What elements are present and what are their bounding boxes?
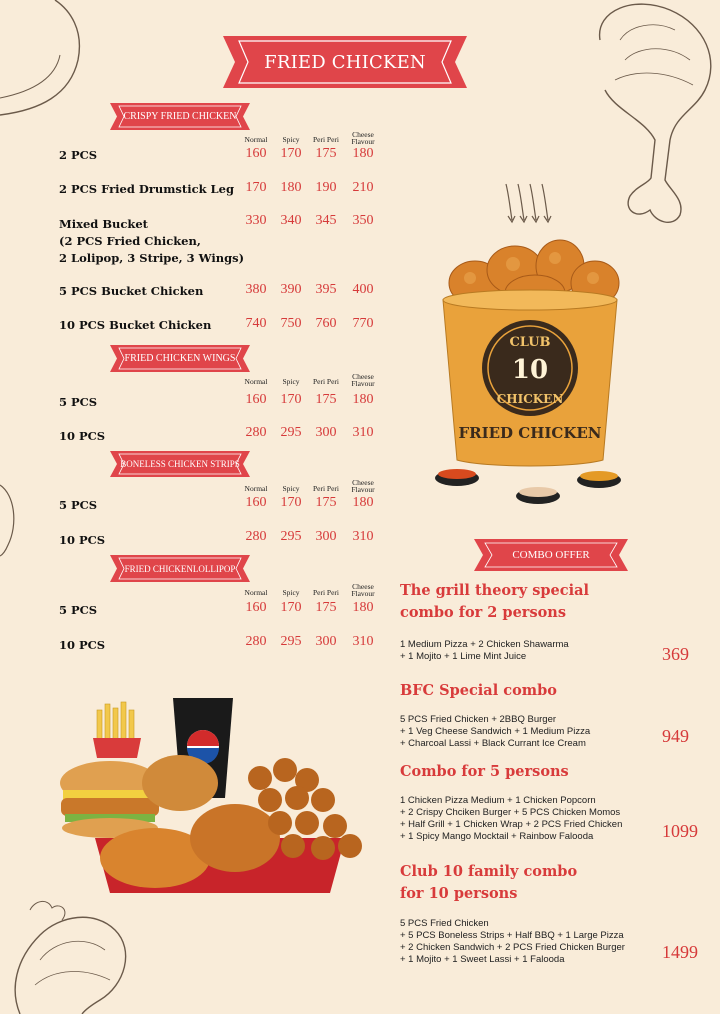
item-name: Mixed Bucket	[59, 217, 148, 231]
price-cheese: 310	[352, 529, 374, 544]
price-spicy: 390	[280, 282, 302, 297]
column-peri-peri: Peri Peri	[312, 377, 340, 386]
section-banner-wings	[110, 345, 250, 372]
price-cheese: 180	[352, 600, 374, 615]
price-peri-peri: 300	[315, 634, 337, 649]
item-name: 10 PCS Bucket Chicken	[59, 318, 212, 332]
item-name: 10 PCS	[59, 638, 106, 652]
combo-description: 1 Medium Pizza + 2 Chicken Shawarma	[400, 639, 569, 650]
price-cheese: 350	[352, 213, 374, 228]
price-normal: 170	[245, 180, 267, 195]
price-spicy: 295	[280, 529, 302, 544]
column-spicy: Spicy	[282, 484, 300, 493]
price-spicy: 340	[280, 213, 302, 228]
item-name: 2 PCS Fried Drumstick Leg	[59, 182, 234, 196]
price-peri-peri: 175	[315, 600, 337, 615]
item-name: 2 PCS	[59, 148, 98, 162]
column-normal: Normal	[244, 588, 268, 597]
item-name: 5 PCS	[59, 395, 98, 409]
combo-description: + 1 Spicy Mango Mocktail + Rainbow Falooda	[400, 831, 594, 842]
combo-description: + 1 Mojito + 1 Lime Mint Juice	[400, 651, 527, 662]
combo-price: 1099	[662, 821, 698, 841]
combo-description: + 2 Crispy Chciken Burger + 5 PCS Chicken Momos	[400, 807, 621, 818]
price-peri-peri: 190	[315, 180, 337, 195]
item-name: 5 PCS Bucket Chicken	[59, 284, 204, 298]
section-heading: FRIED CHICKENLOLLIPOP	[124, 563, 236, 574]
price-normal: 160	[245, 495, 267, 510]
price-normal: 280	[245, 634, 267, 649]
combo-price: 369	[662, 644, 689, 664]
price-normal: 740	[245, 316, 267, 331]
combo-title-line2: for 10 persons	[400, 885, 518, 902]
price-cheese: 180	[352, 495, 374, 510]
bucket-label: FRIED CHICKEN	[458, 424, 602, 442]
item-name: 5 PCS	[59, 603, 98, 617]
bucket-logo-bottom: CHICKEN	[496, 392, 564, 406]
price-spicy: 170	[280, 392, 302, 407]
item-name: 10 PCS	[59, 429, 106, 443]
column-spicy: Spicy	[282, 377, 300, 386]
section-heading: FRIED CHICKEN WINGS	[124, 353, 236, 364]
price-normal: 160	[245, 146, 267, 161]
column-normal: Normal	[244, 377, 268, 386]
price-spicy: 170	[280, 495, 302, 510]
chicken-drumstick-sketch-top-right	[575, 0, 720, 230]
price-cheese: 310	[352, 425, 374, 440]
section-banner-strips	[110, 451, 250, 477]
combo-description: + Half Grill + 1 Chicken Wrap + 2 PCS Fried Chicken	[400, 819, 623, 830]
combo-description: 5 PCS Fried Chicken + 2BBQ Burger	[400, 714, 557, 725]
price-cheese: 770	[352, 316, 374, 331]
bucket-logo-number: 10	[511, 355, 549, 385]
column-peri-peri: Peri Peri	[312, 588, 340, 597]
price-normal: 280	[245, 529, 267, 544]
price-peri-peri: 345	[315, 213, 337, 228]
chicken-leg-sketch-top-left	[0, 0, 120, 120]
price-cheese: 180	[352, 146, 374, 161]
price-peri-peri: 760	[315, 316, 337, 331]
combo-title: Combo for 5 persons	[400, 763, 569, 780]
combo-title-line2: combo for 2 persons	[400, 604, 566, 621]
column-cheese: Cheese Flavour	[351, 582, 375, 598]
column-cheese: Cheese Flavour	[351, 478, 375, 494]
section-heading: CRISPY FRIED CHICKEN	[123, 111, 237, 122]
price-normal: 330	[245, 213, 267, 228]
combo-title: Club 10 family combo	[400, 863, 578, 880]
combo-heading: COMBO OFFER	[512, 549, 590, 561]
column-peri-peri: Peri Peri	[312, 135, 340, 144]
title-banner	[223, 36, 467, 88]
chicken-leg-sketch-left	[0, 480, 20, 560]
bucket-logo-top: CLUB	[509, 335, 551, 350]
combo-description: + 2 Chicken Sandwich + 2 PCS Fried Chicken Burger	[400, 942, 625, 953]
combo-offer-banner	[474, 539, 628, 571]
item-name: 10 PCS	[59, 533, 106, 547]
price-peri-peri: 300	[315, 529, 337, 544]
price-spicy: 180	[280, 180, 302, 195]
combo-description: + 1 Veg Cheese Sandwich + 1 Medium Pizza	[400, 726, 591, 737]
section-heading: BONELESS CHICKEN STRIPS	[120, 459, 240, 469]
price-spicy: 170	[280, 600, 302, 615]
price-peri-peri: 395	[315, 282, 337, 297]
price-spicy: 750	[280, 316, 302, 331]
combo-meal-image	[45, 688, 385, 903]
combo-title: The grill theory special	[400, 582, 589, 599]
column-normal: Normal	[244, 484, 268, 493]
price-spicy: 295	[280, 425, 302, 440]
column-cheese: Cheese Flavour	[351, 130, 375, 146]
combo-description: + 5 PCS Boneless Strips + Half BBQ + 1 Large Pizza	[400, 930, 624, 941]
page-title: FRIED CHICKEN	[264, 51, 426, 73]
combo-description: 5 PCS Fried Chicken	[400, 918, 489, 929]
price-peri-peri: 300	[315, 425, 337, 440]
chicken-bucket-image	[435, 228, 625, 518]
combo-price: 949	[662, 726, 689, 746]
price-cheese: 400	[352, 282, 374, 297]
item-subtext: 2 Lolipop, 3 Stripe, 3 Wings)	[59, 251, 245, 265]
price-peri-peri: 175	[315, 392, 337, 407]
price-cheese: 180	[352, 392, 374, 407]
price-normal: 380	[245, 282, 267, 297]
price-peri-peri: 175	[315, 146, 337, 161]
combo-description: + Charcoal Lassi + Black Currant Ice Cream	[400, 738, 586, 749]
section-banner-lollipop	[110, 555, 250, 582]
column-peri-peri: Peri Peri	[312, 484, 340, 493]
price-normal: 280	[245, 425, 267, 440]
price-spicy: 170	[280, 146, 302, 161]
price-peri-peri: 175	[315, 495, 337, 510]
column-normal: Normal	[244, 135, 268, 144]
price-normal: 160	[245, 600, 267, 615]
item-subtext: (2 PCS Fried Chicken,	[59, 234, 201, 248]
price-cheese: 210	[352, 180, 374, 195]
combo-description: 1 Chicken Pizza Medium + 1 Chicken Popcorn	[400, 795, 596, 806]
combo-price: 1499	[662, 942, 698, 962]
column-spicy: Spicy	[282, 588, 300, 597]
combo-title: BFC Special combo	[400, 682, 557, 699]
chicken-drumstick-sketch-bottom-left	[0, 890, 140, 1014]
price-normal: 160	[245, 392, 267, 407]
section-banner-crispy	[110, 103, 250, 130]
down-arrows-icon	[500, 182, 560, 226]
column-cheese: Cheese Flavour	[351, 372, 375, 388]
column-spicy: Spicy	[282, 135, 300, 144]
price-spicy: 295	[280, 634, 302, 649]
price-cheese: 310	[352, 634, 374, 649]
item-name: 5 PCS	[59, 498, 98, 512]
combo-description: + 1 Mojito + 1 Sweet Lassi + 1 Falooda	[400, 954, 565, 965]
